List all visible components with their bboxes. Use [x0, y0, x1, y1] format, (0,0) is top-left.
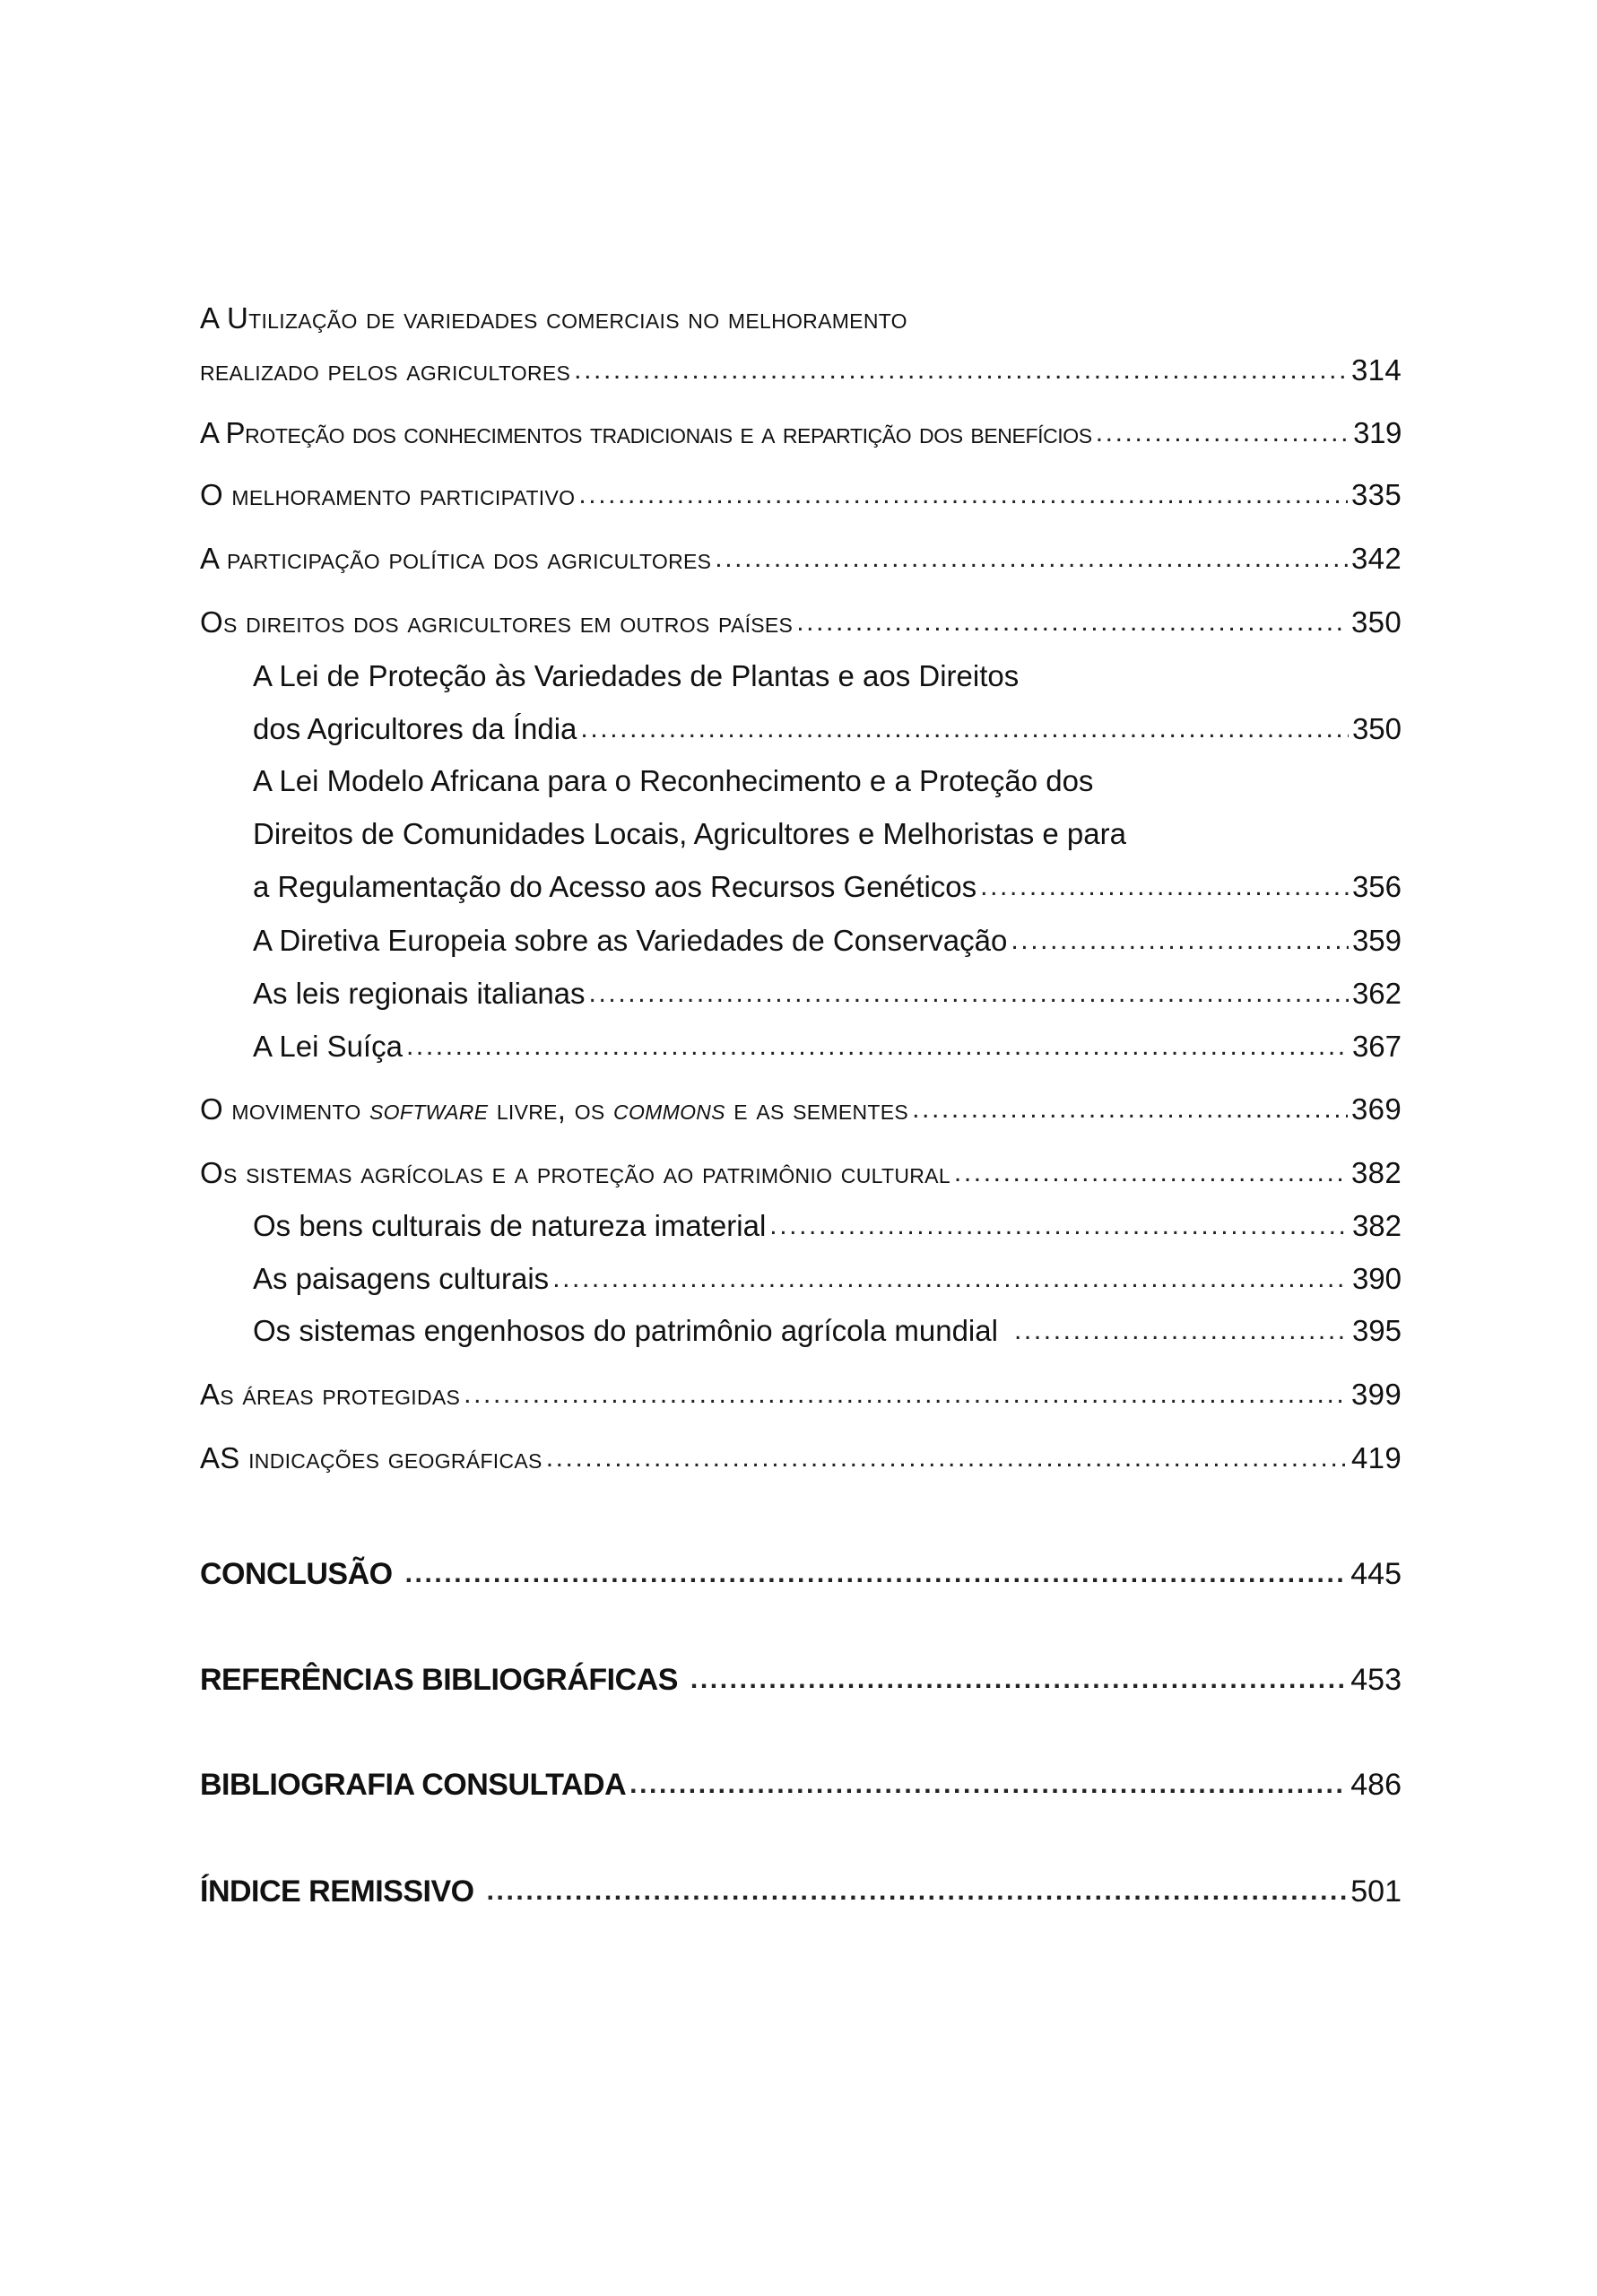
- toc-entry-title: A participação política dos agricultores: [200, 542, 712, 575]
- dot-leader: [546, 1439, 1348, 1478]
- toc-page-number: 445: [1350, 1557, 1402, 1591]
- toc-page-number: 419: [1351, 1441, 1402, 1474]
- toc-entry-leis-italianas[interactable]: [253, 974, 1402, 1013]
- toc-entry-areas-protegidas[interactable]: [200, 1375, 1402, 1414]
- toc-entry-lei-africana-line2: [253, 814, 1402, 854]
- toc-entry-lei-india-line2[interactable]: [253, 709, 1402, 749]
- toc-page-number: 395: [1351, 1314, 1402, 1347]
- toc-entry-title: Os direitos dos agricultores em outros países: [200, 605, 794, 639]
- toc-entry-title: A Lei Modelo Africana para o Reconhecimento e a Proteção dos: [253, 764, 1094, 797]
- toc-entry-indice-remissivo[interactable]: [200, 1872, 1402, 1911]
- toc-entry-lei-africana-line1: [253, 761, 1402, 801]
- toc-page-number: 382: [1351, 1209, 1402, 1242]
- toc-entry-melhoramento-participativo[interactable]: [200, 475, 1402, 515]
- dot-leader: [574, 351, 1348, 390]
- toc-entry-title: A Lei Suíça: [253, 1030, 403, 1063]
- toc-entry-lei-africana-line3[interactable]: [253, 867, 1402, 907]
- toc-entry-bens-culturais[interactable]: [253, 1206, 1402, 1246]
- toc-entry-title: CONCLUSÃO: [200, 1557, 393, 1591]
- dot-leader: [796, 603, 1348, 642]
- toc-page-number: 369: [1351, 1092, 1402, 1126]
- toc-entry-direitos-outros-paises[interactable]: [200, 603, 1402, 642]
- toc-page-number: 335: [1351, 478, 1402, 511]
- toc-entry-title: BIBLIOGRAFIA CONSULTADA: [200, 1768, 627, 1802]
- toc-entry-paisagens-culturais[interactable]: [253, 1259, 1402, 1299]
- dot-leader: [464, 1375, 1348, 1414]
- toc-entry-participacao-politica[interactable]: [200, 539, 1402, 578]
- toc-entry-utilizacao-line2[interactable]: [200, 351, 1402, 390]
- toc-page-number: 356: [1351, 870, 1402, 903]
- dot-leader: [578, 475, 1348, 515]
- toc-entry-indicacoes-geograficas[interactable]: [200, 1439, 1402, 1478]
- dot-leader: [552, 1259, 1349, 1299]
- toc-page-number: 367: [1351, 1030, 1402, 1063]
- toc-entry-title: Os sistemas agrícolas e a proteção ao patrimônio cultural: [200, 1156, 950, 1189]
- toc-entry-title: A Lei de Proteção às Variedades de Plantas e aos Direitos: [253, 659, 1020, 692]
- dot-leader: [406, 1027, 1349, 1066]
- italic-term-software: software: [369, 1092, 489, 1126]
- dot-leader: [980, 867, 1349, 907]
- toc-entry-title: As áreas protegidas: [200, 1378, 461, 1411]
- toc-entry-sistemas-agricolas[interactable]: [200, 1153, 1402, 1193]
- toc-entry-title: Os bens culturais de natureza imaterial: [253, 1209, 767, 1242]
- toc-entry-title: a Regulamentação do Acesso aos Recursos Genéticos: [253, 870, 977, 903]
- toc-page-number: 350: [1351, 605, 1402, 639]
- toc-page-number: 453: [1350, 1663, 1402, 1697]
- dot-leader: [769, 1206, 1349, 1246]
- toc-entry-title: dos Agricultores da Índia: [253, 712, 577, 745]
- italic-term-commons: commons: [613, 1092, 725, 1126]
- dot-leader: [487, 1872, 1348, 1911]
- dot-leader: [954, 1153, 1348, 1193]
- toc-page-number: 350: [1351, 712, 1402, 745]
- toc-page-number: 486: [1350, 1768, 1402, 1802]
- toc-entry-sistemas-engenhosos[interactable]: [253, 1311, 1402, 1351]
- dot-leader: [589, 974, 1349, 1013]
- toc-page-number: 362: [1351, 977, 1402, 1010]
- dot-leader: [1011, 921, 1349, 961]
- toc-entry-protecao-conhecimentos[interactable]: [200, 413, 1402, 453]
- toc-entry-bibliografia-consultada[interactable]: [200, 1765, 1402, 1805]
- dot-leader: [1014, 1311, 1349, 1351]
- toc-entry-referencias-bibliograficas[interactable]: [200, 1660, 1402, 1700]
- toc-entry-title: As paisagens culturais: [253, 1262, 550, 1295]
- toc-entry-title: A Proteção dos conhecimentos tradicionais e a repartição dos benefícios: [200, 416, 1092, 449]
- toc-entry-title: O movimento software livre, os commons e as sementes: [200, 1092, 909, 1126]
- toc-entry-utilizacao-line1: [200, 299, 1402, 338]
- toc-entry-title: REFERÊNCIAS BIBLIOGRÁFICAS: [200, 1663, 678, 1697]
- toc-entry-title: realizado pelos agricultores: [200, 353, 571, 387]
- dot-leader: [1096, 413, 1350, 453]
- toc-page-number: 342: [1351, 542, 1402, 575]
- toc-entry-conclusao[interactable]: [200, 1554, 1402, 1594]
- dot-leader: [629, 1765, 1347, 1805]
- toc-entry-title: O melhoramento participativo: [200, 478, 576, 511]
- toc-page-number: 382: [1351, 1156, 1402, 1189]
- toc-entry-title: As leis regionais italianas: [253, 977, 586, 1010]
- toc-entry-title: A Diretiva Europeia sobre as Variedades de Conservação: [253, 924, 1008, 957]
- toc-entry-lei-suica[interactable]: [253, 1027, 1402, 1066]
- toc-entry-title: Os sistemas engenhosos do patrimônio agrícola mundial: [253, 1314, 998, 1347]
- dot-leader: [405, 1554, 1348, 1594]
- toc-entry-title: ÍNDICE REMISSIVO: [200, 1874, 474, 1909]
- toc-page-number: 359: [1351, 924, 1402, 957]
- dot-leader: [715, 539, 1348, 578]
- toc-entry-lei-india-line1: [253, 657, 1402, 696]
- toc-entry-diretiva-europeia[interactable]: [253, 921, 1402, 961]
- toc-entry-software-livre[interactable]: [200, 1090, 1402, 1129]
- toc-entry-title: AS indicações geográficas: [200, 1441, 542, 1474]
- toc-page-number: 399: [1351, 1378, 1402, 1411]
- toc-page-number: 319: [1353, 416, 1402, 449]
- toc-entry-title: A Utilização de variedades comerciais no melhoramento: [200, 301, 907, 335]
- toc-page-number: 314: [1351, 353, 1402, 387]
- toc-entry-title: Direitos de Comunidades Locais, Agricultores e Melhoristas e para: [253, 817, 1126, 850]
- dot-leader: [912, 1090, 1348, 1129]
- dot-leader: [580, 709, 1349, 749]
- toc-page-number: 501: [1350, 1874, 1402, 1909]
- dot-leader: [690, 1660, 1347, 1700]
- toc-page-number: 390: [1351, 1262, 1402, 1295]
